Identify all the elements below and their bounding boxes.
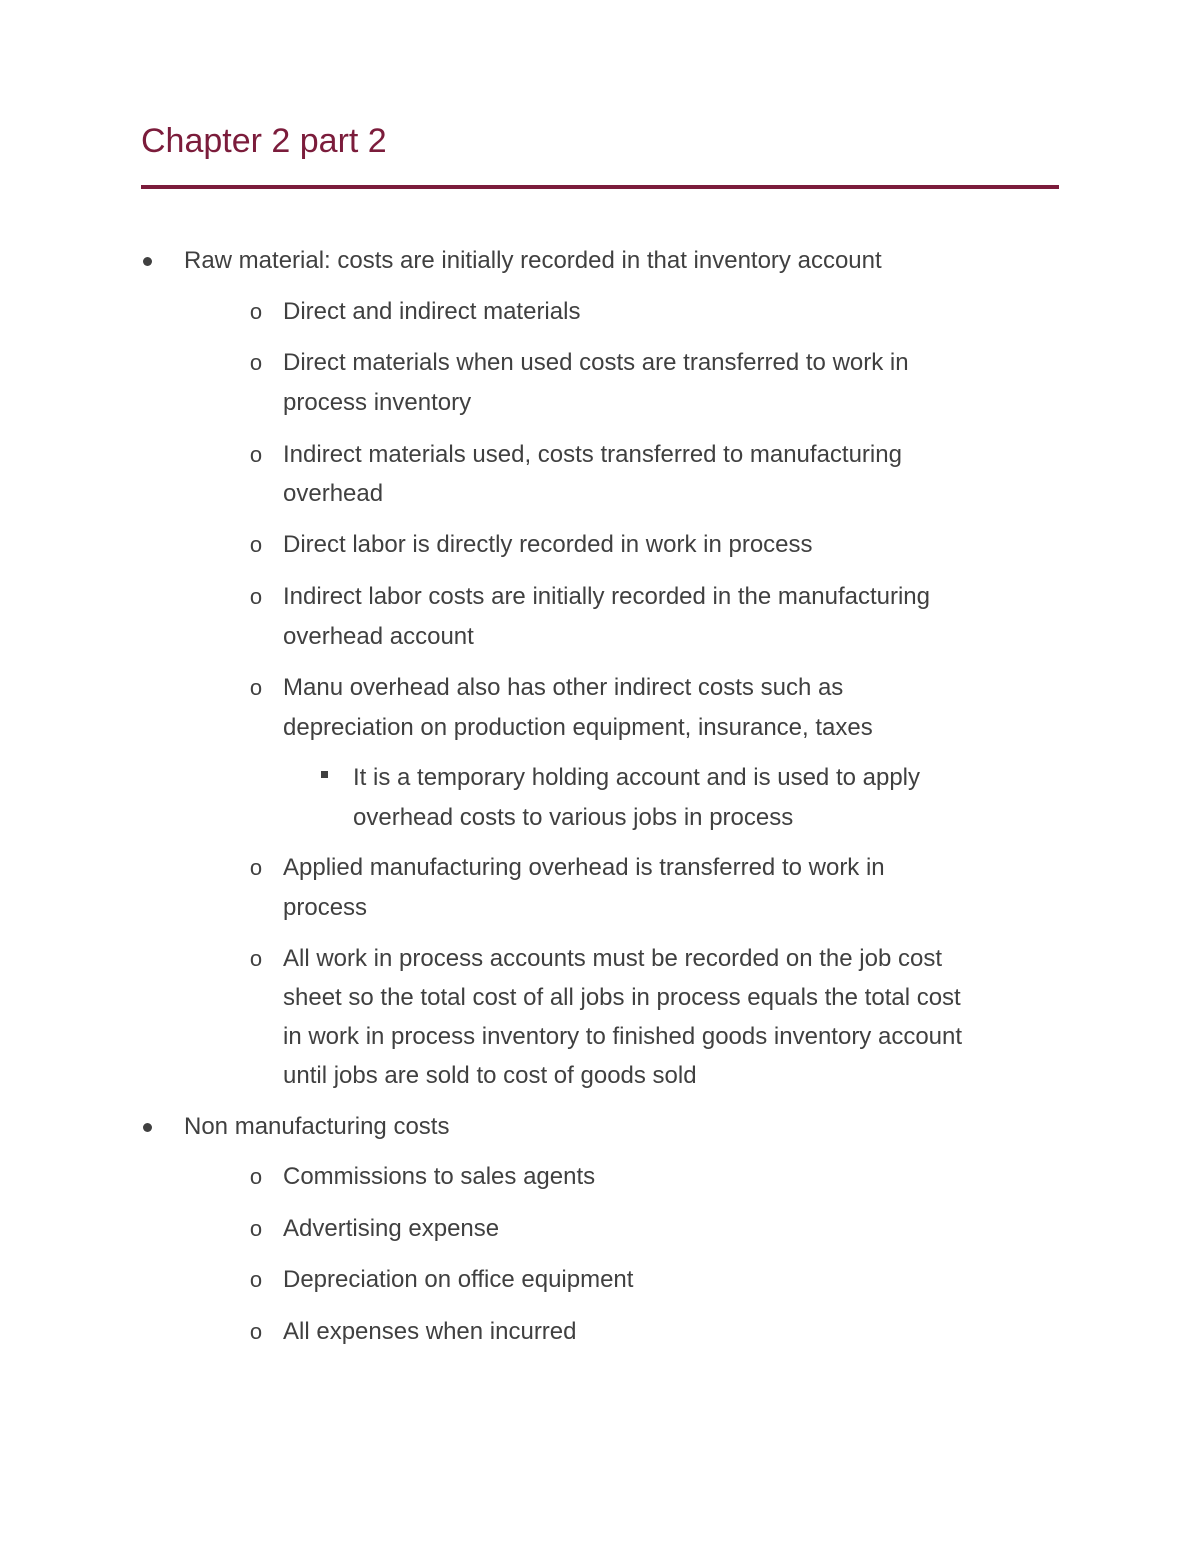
list-item-continuation: until jobs are sold to cost of goods sold — [283, 1062, 697, 1089]
list-item-continuation: depreciation on production equipment, insurance, taxes — [283, 714, 873, 741]
sub-bullet-icon: o — [249, 1319, 263, 1344]
page-title: Chapter 2 part 2 — [141, 122, 387, 160]
sub-bullet-icon: o — [249, 1267, 263, 1292]
list-item: Direct and indirect materials — [283, 298, 581, 325]
list-item: Advertising expense — [283, 1215, 500, 1242]
sub-bullet-icon: o — [249, 350, 263, 375]
sub-bullet-icon: o — [249, 584, 263, 609]
sub-bullet-icon: o — [249, 855, 263, 880]
list-item: All work in process accounts must be recorded on the job cost — [283, 945, 942, 972]
bullet-dot-icon — [143, 1123, 152, 1132]
list-item: Depreciation on office equipment — [283, 1266, 634, 1293]
sub-bullet-icon: o — [249, 946, 263, 971]
sub-bullet-icon: o — [249, 1164, 263, 1189]
bullet-dot-icon — [143, 257, 152, 266]
list-item: Applied manufacturing overhead is transferred to work in — [283, 854, 885, 881]
list-item-non-manufacturing: Non manufacturing costs — [184, 1113, 450, 1140]
list-item-continuation: process — [283, 894, 368, 921]
list-item: Direct materials when used costs are transferred to work in — [283, 349, 909, 376]
list-item-continuation: overhead costs to various jobs in process — [353, 804, 794, 831]
title-divider — [141, 185, 1059, 189]
list-item: Indirect materials used, costs transferred to manufacturing — [283, 441, 902, 468]
list-item-continuation: process inventory — [283, 389, 472, 416]
list-item-raw-material: Raw material: costs are initially recorded in that inventory account — [184, 247, 882, 274]
list-item: Direct labor is directly recorded in work in process — [283, 531, 813, 558]
list-item: Commissions to sales agents — [283, 1163, 596, 1190]
list-item-continuation: overhead account — [283, 623, 474, 650]
square-bullet-icon — [321, 771, 328, 778]
list-item-nested: It is a temporary holding account and is used to apply — [353, 764, 920, 791]
sub-bullet-icon: o — [249, 532, 263, 557]
list-item: Manu overhead also has other indirect costs such as — [283, 674, 844, 701]
list-item-continuation: sheet so the total cost of all jobs in process equals the total cost — [283, 984, 961, 1011]
sub-bullet-icon: o — [249, 442, 263, 467]
sub-bullet-icon: o — [249, 299, 263, 324]
list-item-continuation: overhead — [283, 480, 384, 507]
sub-bullet-icon: o — [249, 1216, 263, 1241]
list-item: Indirect labor costs are initially recorded in the manufacturing — [283, 583, 930, 610]
list-item: All expenses when incurred — [283, 1318, 577, 1345]
list-item-continuation: in work in process inventory to finished goods inventory account — [283, 1023, 963, 1050]
sub-bullet-icon: o — [249, 675, 263, 700]
